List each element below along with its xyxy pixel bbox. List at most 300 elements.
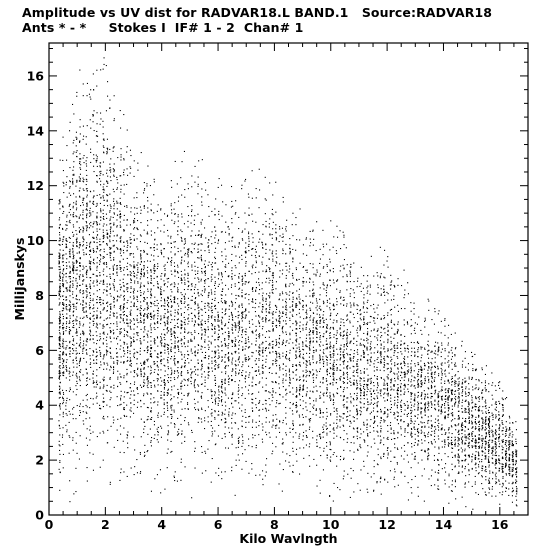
data-point [134, 384, 135, 385]
data-point [323, 402, 324, 403]
data-point [387, 409, 388, 410]
data-point [344, 325, 345, 326]
data-point [191, 223, 192, 224]
data-point [235, 265, 236, 266]
data-point [119, 308, 120, 309]
data-point [377, 396, 378, 397]
data-point [60, 358, 61, 359]
data-point [144, 379, 145, 380]
data-point [221, 361, 222, 362]
data-point [83, 249, 84, 250]
data-point [197, 353, 198, 354]
data-point [458, 388, 459, 389]
data-point [134, 290, 135, 291]
data-point [167, 320, 168, 321]
data-point [252, 377, 253, 378]
data-point [60, 348, 61, 349]
data-point [249, 327, 250, 328]
data-point [130, 253, 131, 254]
data-point [296, 239, 297, 240]
data-point [310, 338, 311, 339]
data-point [99, 289, 100, 290]
data-point [171, 307, 172, 308]
data-point [164, 266, 165, 267]
data-point [330, 328, 331, 329]
data-point [482, 413, 483, 414]
data-point [374, 393, 375, 394]
data-point [180, 177, 181, 178]
data-point [235, 302, 236, 303]
data-point [222, 333, 223, 334]
data-point [368, 389, 369, 390]
data-point [62, 279, 63, 280]
data-point [349, 426, 350, 427]
data-point [229, 319, 230, 320]
data-point [180, 333, 181, 334]
data-point [109, 391, 110, 392]
data-point [62, 358, 63, 359]
data-point [317, 303, 318, 304]
data-point [117, 275, 118, 276]
data-point [70, 318, 71, 319]
data-point [256, 341, 257, 342]
data-point [121, 287, 122, 288]
data-point [424, 501, 425, 502]
data-point [343, 373, 344, 374]
data-point [100, 259, 101, 260]
data-point [221, 255, 222, 256]
data-point [143, 275, 144, 276]
data-point [161, 273, 162, 274]
data-point [151, 204, 152, 205]
data-point [479, 446, 480, 447]
data-point [485, 400, 486, 401]
data-point [357, 436, 358, 437]
data-point [442, 373, 443, 374]
data-point [506, 456, 507, 457]
data-point [171, 220, 172, 221]
data-point [242, 436, 243, 437]
data-point [211, 211, 212, 212]
data-point [341, 345, 342, 346]
data-point [225, 405, 226, 406]
data-point [401, 285, 402, 286]
data-point [330, 344, 331, 345]
data-point [86, 345, 87, 346]
data-point [141, 436, 142, 437]
data-point [246, 293, 247, 294]
data-point [219, 398, 220, 399]
data-point [89, 452, 90, 453]
data-point [168, 318, 169, 319]
data-point [360, 309, 361, 310]
data-point [259, 421, 260, 422]
data-point [238, 325, 239, 326]
data-point [312, 296, 313, 297]
data-point [401, 377, 402, 378]
data-point [232, 358, 233, 359]
data-point [381, 273, 382, 274]
data-point [401, 455, 402, 456]
data-point [66, 228, 67, 229]
data-point [272, 194, 273, 195]
data-point [215, 411, 216, 412]
data-point [364, 425, 365, 426]
data-point [468, 383, 469, 384]
data-point [127, 435, 128, 436]
data-point [116, 226, 117, 227]
data-point [127, 308, 128, 309]
data-point [455, 480, 456, 481]
data-point [137, 220, 138, 221]
data-point [343, 458, 344, 459]
data-point [469, 439, 470, 440]
data-point [205, 332, 206, 333]
data-point [432, 382, 433, 383]
data-point [90, 152, 91, 153]
data-point [89, 430, 90, 431]
data-point [415, 322, 416, 323]
data-point [245, 338, 246, 339]
data-point [293, 394, 294, 395]
data-point [221, 401, 222, 402]
data-point [72, 248, 73, 249]
data-point [228, 328, 229, 329]
data-point [201, 268, 202, 269]
data-point [326, 387, 327, 388]
data-point [340, 349, 341, 350]
data-point [464, 468, 465, 469]
data-point [141, 210, 142, 211]
data-point [117, 360, 118, 361]
data-point [384, 407, 385, 408]
data-point [411, 342, 412, 343]
data-point [509, 475, 510, 476]
data-point [513, 453, 514, 454]
data-point [421, 334, 422, 335]
data-point [276, 354, 277, 355]
data-point [408, 366, 409, 367]
data-point [397, 333, 398, 334]
data-point [90, 225, 91, 226]
data-point [174, 282, 175, 283]
data-point [127, 434, 128, 435]
data-point [364, 312, 365, 313]
data-point [363, 386, 364, 387]
data-point [404, 319, 405, 320]
data-point [76, 376, 77, 377]
data-point [503, 476, 504, 477]
data-point [323, 416, 324, 417]
data-point [454, 382, 455, 383]
data-point [411, 418, 412, 419]
data-point [151, 367, 152, 368]
data-point [235, 308, 236, 309]
data-point [201, 202, 202, 203]
data-point [292, 387, 293, 388]
data-point [495, 385, 496, 386]
data-point [114, 338, 115, 339]
data-point [123, 252, 124, 253]
data-point [464, 484, 465, 485]
data-point [448, 360, 449, 361]
data-point [167, 304, 168, 305]
data-point [154, 278, 155, 279]
data-point [391, 343, 392, 344]
data-point [62, 444, 63, 445]
data-point [505, 398, 506, 399]
data-point [388, 350, 389, 351]
data-point [86, 290, 87, 291]
data-point [496, 446, 497, 447]
data-point [442, 390, 443, 391]
data-point [427, 407, 428, 408]
data-point [346, 320, 347, 321]
data-point [505, 459, 506, 460]
data-point [414, 404, 415, 405]
data-point [404, 436, 405, 437]
data-point [178, 375, 179, 376]
data-point [157, 263, 158, 264]
data-point [303, 282, 304, 283]
data-point [333, 399, 334, 400]
data-point [231, 207, 232, 208]
data-point [165, 273, 166, 274]
data-point [107, 365, 108, 366]
data-point [113, 231, 114, 232]
data-point [178, 319, 179, 320]
data-point [228, 384, 229, 385]
data-point [492, 455, 493, 456]
data-point [228, 353, 229, 354]
data-point [113, 297, 114, 298]
data-point [410, 410, 411, 411]
data-point [238, 397, 239, 398]
data-point [256, 330, 257, 331]
data-point [110, 180, 111, 181]
data-point [510, 433, 511, 434]
data-point [60, 403, 61, 404]
data-point [128, 326, 129, 327]
data-point [458, 371, 459, 372]
data-point [116, 201, 117, 202]
data-point [305, 406, 306, 407]
data-point [485, 492, 486, 493]
data-point [215, 385, 216, 386]
data-point [357, 393, 358, 394]
data-point [151, 437, 152, 438]
data-point [242, 320, 243, 321]
data-point [428, 442, 429, 443]
data-point [279, 325, 280, 326]
data-point [116, 177, 117, 178]
data-point [323, 451, 324, 452]
data-point [225, 471, 226, 472]
data-point [357, 281, 358, 282]
data-point [124, 159, 125, 160]
data-point [286, 317, 287, 318]
data-point [126, 287, 127, 288]
data-point [279, 317, 280, 318]
data-point [225, 242, 226, 243]
data-point [441, 321, 442, 322]
data-point [140, 385, 141, 386]
data-point [79, 279, 80, 280]
data-point [448, 325, 449, 326]
data-point [188, 321, 189, 322]
data-point [90, 335, 91, 336]
data-point [252, 319, 253, 320]
data-point [340, 329, 341, 330]
data-point [415, 365, 416, 366]
data-point [404, 403, 405, 404]
data-point [239, 326, 240, 327]
data-point [181, 313, 182, 314]
data-point [100, 364, 101, 365]
data-point [285, 394, 286, 395]
data-point [398, 278, 399, 279]
data-point [148, 381, 149, 382]
data-point [434, 436, 435, 437]
data-point [427, 351, 428, 352]
data-point [411, 492, 412, 493]
data-point [395, 380, 396, 381]
data-point [86, 418, 87, 419]
data-point [104, 235, 105, 236]
data-point [201, 349, 202, 350]
data-point [306, 375, 307, 376]
data-point [181, 343, 182, 344]
data-point [231, 422, 232, 423]
data-point [232, 342, 233, 343]
data-point [194, 278, 195, 279]
data-point [175, 325, 176, 326]
data-point [448, 410, 449, 411]
data-point [92, 203, 93, 204]
data-point [387, 438, 388, 439]
data-point [431, 403, 432, 404]
data-point [306, 370, 307, 371]
data-point [80, 324, 81, 325]
data-point [262, 442, 263, 443]
data-point [357, 413, 358, 414]
data-point [184, 354, 185, 355]
data-point [120, 284, 121, 285]
data-point [499, 459, 500, 460]
data-point [489, 492, 490, 493]
data-point [498, 385, 499, 386]
data-point [303, 307, 304, 308]
data-point [488, 456, 489, 457]
data-point [350, 332, 351, 333]
data-point [283, 442, 284, 443]
data-point [296, 370, 297, 371]
data-point [360, 329, 361, 330]
data-point [144, 456, 145, 457]
data-point [273, 392, 274, 393]
data-point [79, 277, 80, 278]
data-point [194, 182, 195, 183]
data-point [181, 292, 182, 293]
data-point [455, 443, 456, 444]
data-point [280, 312, 281, 313]
data-point [150, 325, 151, 326]
data-point [472, 356, 473, 357]
data-point [107, 363, 108, 364]
data-point [344, 344, 345, 345]
data-point [469, 433, 470, 434]
data-point [313, 264, 314, 265]
data-point [371, 341, 372, 342]
data-point [455, 437, 456, 438]
data-point [195, 346, 196, 347]
data-point [272, 280, 273, 281]
data-point [133, 329, 134, 330]
data-point [394, 378, 395, 379]
data-point [411, 375, 412, 376]
data-point [482, 455, 483, 456]
chart-title: Amplitude vs UV dist for RADVAR18.L BAND.1 Source:RADVAR18 [22, 5, 493, 20]
data-point [96, 369, 97, 370]
data-point [296, 325, 297, 326]
data-point [241, 292, 242, 293]
data-point [59, 269, 60, 270]
data-point [452, 433, 453, 434]
data-point [161, 254, 162, 255]
data-point [103, 152, 104, 153]
data-point [75, 186, 76, 187]
data-point [110, 228, 111, 229]
data-point [256, 334, 257, 335]
data-point [400, 401, 401, 402]
data-point [127, 291, 128, 292]
data-point [150, 316, 151, 317]
data-point [431, 441, 432, 442]
data-point [381, 420, 382, 421]
data-point [212, 431, 213, 432]
data-point [404, 297, 405, 298]
data-point [221, 357, 222, 358]
data-point [170, 261, 171, 262]
data-point [144, 206, 145, 207]
data-point [232, 206, 233, 207]
data-point [73, 166, 74, 167]
data-point [462, 425, 463, 426]
data-point [63, 261, 64, 262]
data-point [351, 442, 352, 443]
data-point [459, 456, 460, 457]
data-point [190, 374, 191, 375]
data-point [113, 332, 114, 333]
data-point [97, 308, 98, 309]
data-point [276, 238, 277, 239]
data-point [266, 278, 267, 279]
data-point [336, 250, 337, 251]
data-point [266, 355, 267, 356]
data-point [357, 410, 358, 411]
data-point [79, 459, 80, 460]
data-point [373, 304, 374, 305]
data-point [202, 320, 203, 321]
data-point [370, 343, 371, 344]
data-point [218, 187, 219, 188]
data-point [231, 186, 232, 187]
data-point [381, 390, 382, 391]
data-point [289, 455, 290, 456]
data-point [357, 328, 358, 329]
data-point [87, 317, 88, 318]
data-point [215, 288, 216, 289]
